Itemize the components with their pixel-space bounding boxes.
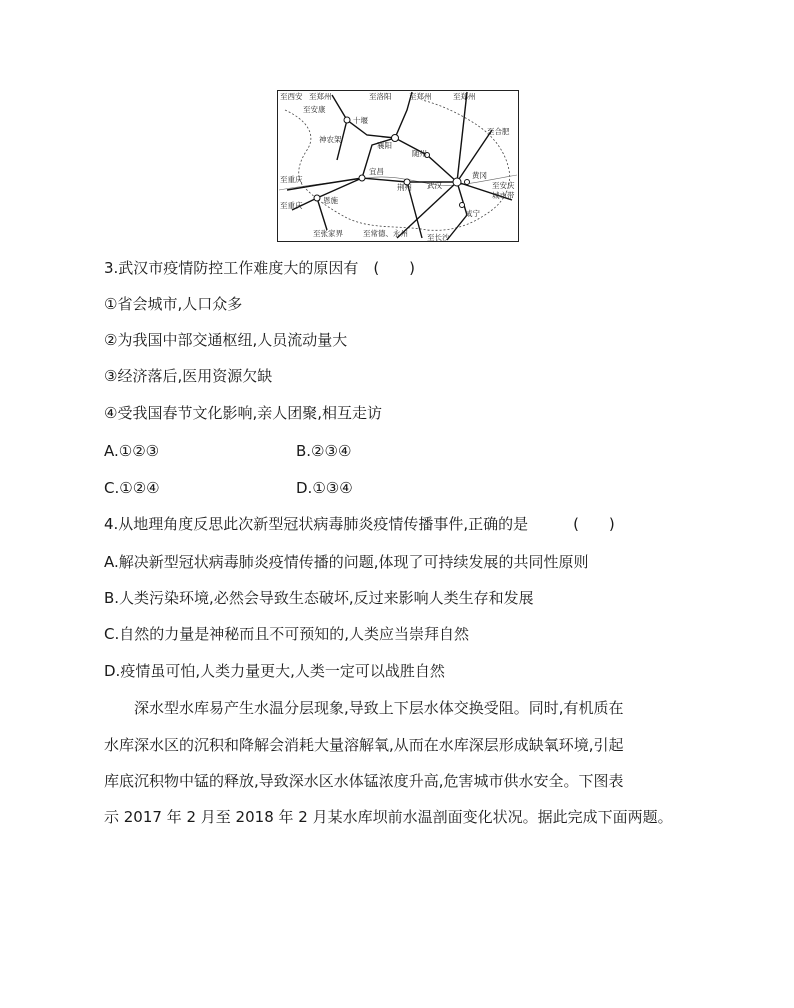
passage-line-1: 深水型水库易产生水温分层现象,导致上下层水体交换受阻。同时,有机质在 xyxy=(104,699,624,717)
q3-item-2: ②为我国中部交通枢纽,人员流动量大 xyxy=(104,331,348,349)
label-ankang: 至安康 xyxy=(303,105,326,114)
label-enshi: 恩施 xyxy=(323,196,338,205)
passage-line-4: 示 2017 年 2 月至 2018 年 2 月某水库坝前水温剖面变化状况。据此完成下面两题。 xyxy=(104,808,673,826)
q4-option-d[interactable]: D.疫情虽可怕,人类力量更大,人类一定可以战胜自然 xyxy=(104,662,445,680)
passage-line-2: 水库深水区的沉积和降解会消耗大量溶解氧,从而在水库深层形成缺氧环境,引起 xyxy=(104,736,624,754)
label-xianning: 咸宁 xyxy=(465,209,480,218)
q3-item-4: ④受我国春节文化影响,亲人团聚,相互走访 xyxy=(104,404,382,422)
q3-option-d[interactable]: D.①③④ xyxy=(296,479,353,497)
label-zhengzhou-2: 至郑州 xyxy=(453,92,476,101)
q3-stem: 3.武汉市疫情防控工作难度大的原因有 ( ) xyxy=(104,259,416,277)
label-changsha: 至长沙 xyxy=(427,233,450,242)
label-wuhan: 武汉 xyxy=(427,181,442,190)
label-zhangjiajie: 至张家界 xyxy=(313,229,343,238)
q3-item-1: ①省会城市,人口众多 xyxy=(104,295,243,313)
q4-stem: 4.从地理角度反思此次新型冠状病毒肺炎疫情传播事件,正确的是 ( ) xyxy=(104,515,615,533)
label-changde: 至常德、永州 xyxy=(363,229,408,238)
q3-item-3: ③经济落后,医用资源欠缺 xyxy=(104,367,273,385)
label-hefei: 至合肥 xyxy=(487,127,510,136)
label-anqing: 至安庆 xyxy=(492,181,515,190)
q4-option-b[interactable]: B.人类污染环境,必然会导致生态破坏,反过来影响人类生存和发展 xyxy=(104,589,534,607)
passage-line-3: 库底沉积物中锰的释放,导致深水区水体锰浓度升高,危害城市供水安全。下图表 xyxy=(104,772,624,790)
label-chengshi: 城市带 xyxy=(492,191,515,200)
label-xian: 至西安 xyxy=(280,92,303,101)
label-jingzhou: 荆州 xyxy=(397,183,412,192)
label-xiangyang: 襄阳 xyxy=(377,141,392,150)
label-yichang: 宜昌 xyxy=(369,167,384,176)
label-zhengzhou-1: 至郑州 xyxy=(409,92,432,101)
label-shennongjia: 神农架 xyxy=(319,135,342,144)
q3-option-c[interactable]: C.①②④ xyxy=(104,479,160,497)
q4-option-a[interactable]: A.解决新型冠状病毒肺炎疫情传播的问题,体现了可持续发展的共同性原则 xyxy=(104,553,589,571)
q4-option-c[interactable]: C.自然的力量是神秘而且不可预知的,人类应当崇拜自然 xyxy=(104,625,470,643)
q3-option-a[interactable]: A.①②③ xyxy=(104,442,160,460)
label-chongqing-2: 至重庆 xyxy=(280,201,303,210)
label-huanggang: 黄冈 xyxy=(472,171,487,180)
label-shiyan: 十堰 xyxy=(353,116,368,125)
map-svg xyxy=(277,90,519,242)
label-chongqing-1: 至重庆 xyxy=(280,175,303,184)
hubei-railway-map xyxy=(277,90,519,242)
label-shiyan-top: 至郑州 xyxy=(309,92,332,101)
label-suizhou: 随州 xyxy=(412,149,427,158)
q3-option-b[interactable]: B.②③④ xyxy=(296,442,352,460)
label-luoyang: 至洛阳 xyxy=(369,92,392,101)
